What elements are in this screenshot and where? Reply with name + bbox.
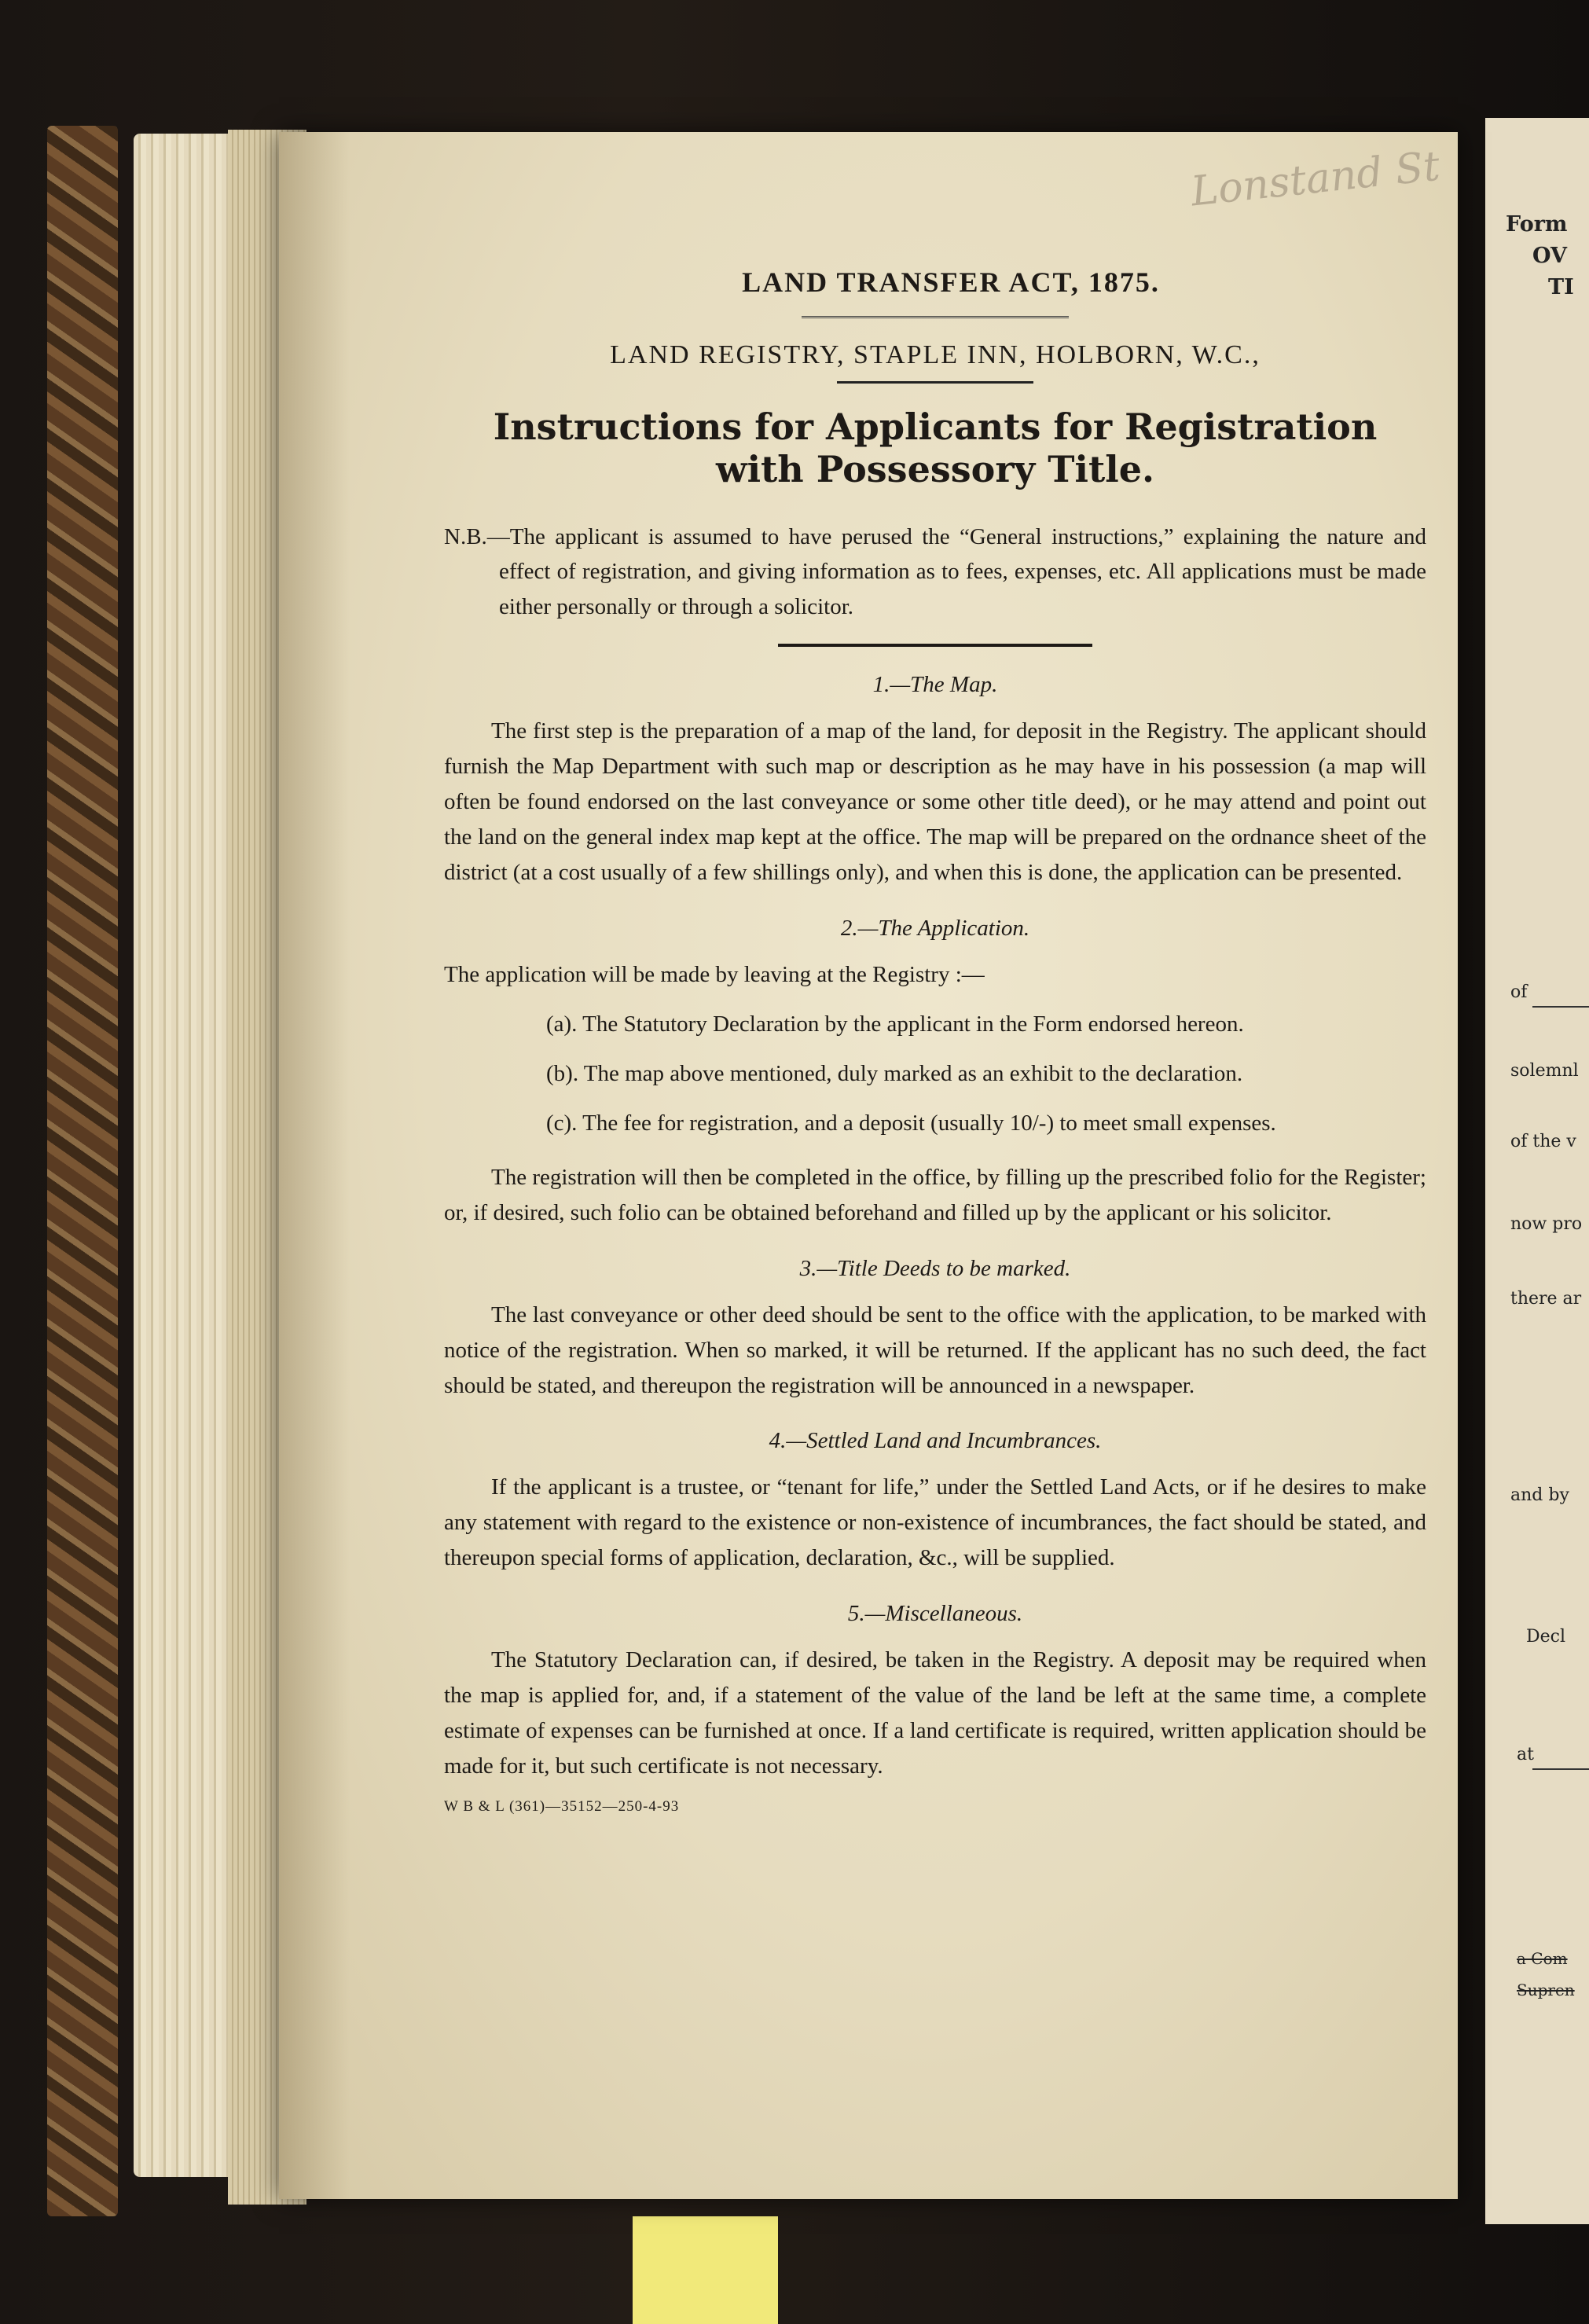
section-text-deeds: The last conveyance or other deed should be sent to the office with the application, to be marked with notice of the registration. When so marked, it will be returned. If the applicant has no such deed, the fact should be stated, and thereupon the registration will be announced in a newspaper. xyxy=(444,1302,1426,1398)
section-heading-misc: 5.—Miscellaneous. xyxy=(847,1601,1023,1627)
adjacent-text: there ar xyxy=(1510,1289,1582,1309)
application-completion: The registration will then be completed in the office, by filling up the prescribed folio for the Register; or, if desired, such folio can be obtained beforehand and filled up by the applicant or his solicitor. xyxy=(444,1164,1426,1225)
adjacent-form-label: Form xyxy=(1506,212,1568,237)
adjacent-text: now pro xyxy=(1510,1214,1583,1234)
application-intro: The application will be made by leaving at the Registry :— xyxy=(444,962,985,988)
section-heading-deeds: 3.—Title Deeds to be marked. xyxy=(799,1255,1071,1281)
act-title: LAND TRANSFER ACT, 1875. xyxy=(742,266,1160,298)
application-item-a: (a). The Statutory Declaration by the applicant in the Form endorsed hereon. xyxy=(546,1011,1244,1037)
document-page xyxy=(279,132,1458,2199)
adjacent-text: Decl xyxy=(1526,1627,1566,1647)
adjacent-text: of xyxy=(1510,982,1528,1002)
adjacent-page xyxy=(1485,118,1589,2224)
nb-paragraph: N.B.—The applicant is assumed to have perused the “General instructions,” explaining the nature and effect of registration, and giving information as to fees, expenses, etc. All applications must be made either personally or through a solicitor. xyxy=(444,523,1426,620)
adjacent-text: Supren xyxy=(1517,1981,1575,1999)
adjacent-text: solemnl xyxy=(1510,1061,1579,1081)
section-heading-settled: 4.—Settled Land and Incumbrances. xyxy=(769,1428,1102,1454)
divider xyxy=(802,316,1069,321)
marbled-cover xyxy=(47,126,118,2216)
printer-code: W B & L (361)—35152—250-4-93 xyxy=(444,1798,680,1816)
page-title: Instructions for Applicants for Registration with Possessory Title. xyxy=(493,406,1378,491)
page-content xyxy=(444,266,1426,1816)
section-heading-application: 2.—The Application. xyxy=(840,916,1030,942)
handwritten-annotation: Lonstand St xyxy=(1188,142,1443,216)
adjacent-text: of the v xyxy=(1510,1132,1576,1151)
sticky-note xyxy=(633,2216,778,2324)
divider xyxy=(778,644,1092,647)
adjacent-text: TI xyxy=(1548,275,1574,299)
section-text-misc: The Statutory Declaration can, if desired, be taken in the Registry. A deposit may be required when the map is applied for, and, if a statement of the value of the land be left at the same time, a complete estimate of expenses can be furnished at once. If a land certificate is required, written application should be made for it, but such certificate is not necessary. xyxy=(444,1647,1426,1779)
adjacent-text: OV xyxy=(1532,244,1567,268)
adjacent-text: and by xyxy=(1510,1485,1569,1505)
application-item-c: (c). The fee for registration, and a deposit (usually 10/-) to meet small expenses. xyxy=(546,1110,1276,1136)
section-text-map: The first step is the preparation of a map of the land, for deposit in the Registry. The applicant should furnish the Map Department with such map or description as he may have in his possession (a map will often be found endorsed on the last conveyance or some other title deed), or he may attend and point out the land on the general index map kept at the office. The map will be prepared on the ordnance sheet of the district (at a cost usually of a few shillings only), and when this is done, the application can be presented. xyxy=(444,718,1426,886)
section-heading-map: 1.—The Map. xyxy=(872,672,998,698)
registry-address: LAND REGISTRY, STAPLE INN, HOLBORN, W.C., xyxy=(610,340,1261,369)
adjacent-text: a Com xyxy=(1517,1949,1568,1968)
application-item-b: (b). The map above mentioned, duly marked as an exhibit to the declaration. xyxy=(546,1060,1243,1086)
section-text-settled: If the applicant is a trustee, or “tenant for life,” under the Settled Land Acts, or if he desires to make any statement with regard to the existence or non-existence of incumbrances, the fact should be stated, and thereupon special forms of application, declaration, &c., will be supplied. xyxy=(444,1474,1426,1571)
divider xyxy=(837,381,1033,384)
adjacent-text: at xyxy=(1517,1745,1534,1764)
